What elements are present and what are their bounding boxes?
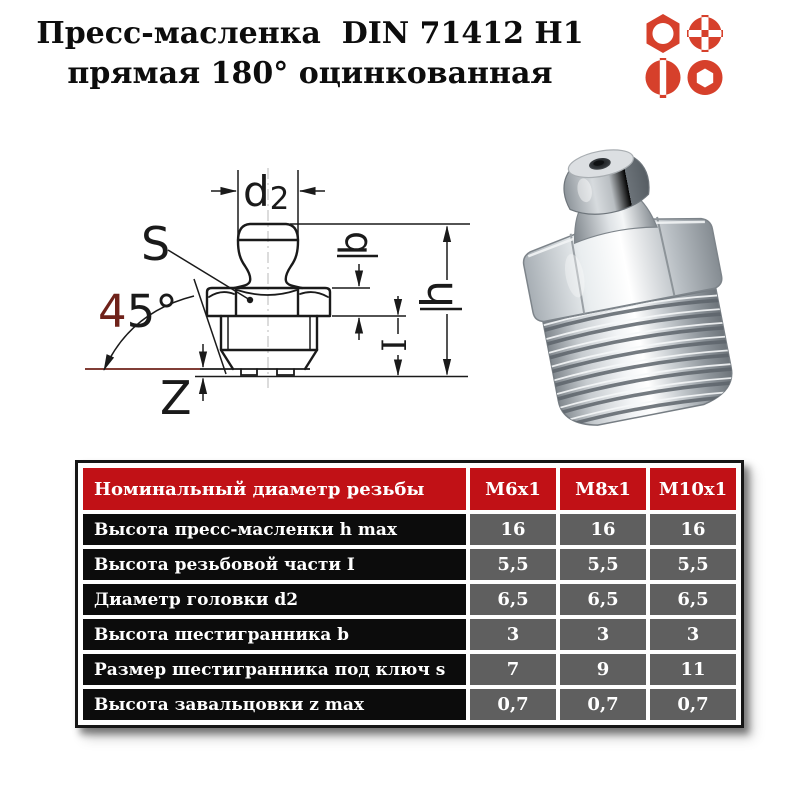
row-value: 3 xyxy=(560,619,646,650)
row-value: 0,7 xyxy=(560,689,646,720)
label-h: h xyxy=(412,280,463,308)
row-label: Диаметр головки d2 xyxy=(83,584,466,615)
slotted-head-icon xyxy=(645,58,680,98)
row-value: 3 xyxy=(470,619,556,650)
row-label: Высота резьбовой части I xyxy=(83,549,466,580)
label-s: S xyxy=(141,217,171,271)
label-z: Z xyxy=(160,371,192,425)
row-label: Высота завальцовки z max xyxy=(83,689,466,720)
row-value: 6,5 xyxy=(560,584,646,615)
technical-drawing xyxy=(75,158,475,430)
row-value: 16 xyxy=(650,514,736,545)
grease-fitting-photo-group xyxy=(505,138,745,430)
row-value: 0,7 xyxy=(650,689,736,720)
row-value: 0,7 xyxy=(470,689,556,720)
header-col-m6: М6х1 xyxy=(470,468,556,510)
row-label: Высота пресс-масленки h max xyxy=(83,514,466,545)
title-line-2: прямая 180° оцинкованная xyxy=(67,55,553,91)
label-b: b xyxy=(331,230,376,256)
product-photo xyxy=(488,138,770,430)
row-label: Размер шестигранника под ключ s xyxy=(83,654,466,685)
label-l: I xyxy=(375,338,415,352)
phillips-head-icon xyxy=(687,15,723,52)
dimension-labels xyxy=(98,167,463,425)
row-value: 3 xyxy=(650,619,736,650)
header-label-cell: Номинальный диаметр резьбы xyxy=(83,468,466,510)
table-row xyxy=(83,514,736,545)
table-row xyxy=(83,619,736,650)
hex-socket-icon xyxy=(687,60,722,95)
table-header-row xyxy=(83,468,736,510)
label-45deg: 45° xyxy=(98,285,178,338)
page-title xyxy=(10,14,610,93)
table-row xyxy=(83,689,736,720)
table-row xyxy=(83,549,736,580)
row-value: 5,5 xyxy=(560,549,646,580)
row-label: Высота шестигранника b xyxy=(83,619,466,650)
row-value: 5,5 xyxy=(470,549,556,580)
row-value: 16 xyxy=(560,514,646,545)
row-value: 6,5 xyxy=(650,584,736,615)
spec-table-wrapper xyxy=(75,460,744,728)
row-value: 5,5 xyxy=(650,549,736,580)
header-col-m10: М10х1 xyxy=(650,468,736,510)
table-row xyxy=(83,584,736,615)
label-d2: d2 xyxy=(243,167,290,217)
row-value: 7 xyxy=(470,654,556,685)
row-value: 6,5 xyxy=(470,584,556,615)
fastener-heads-logo xyxy=(643,10,735,104)
header-col-m8: М8х1 xyxy=(560,468,646,510)
hex-nut-icon xyxy=(647,14,680,53)
row-value: 9 xyxy=(560,654,646,685)
spec-table xyxy=(79,464,740,724)
row-value: 11 xyxy=(650,654,736,685)
row-value: 16 xyxy=(470,514,556,545)
title-line-1: Пресс-масленка DIN 71412 H1 xyxy=(36,16,584,51)
table-row xyxy=(83,654,736,685)
